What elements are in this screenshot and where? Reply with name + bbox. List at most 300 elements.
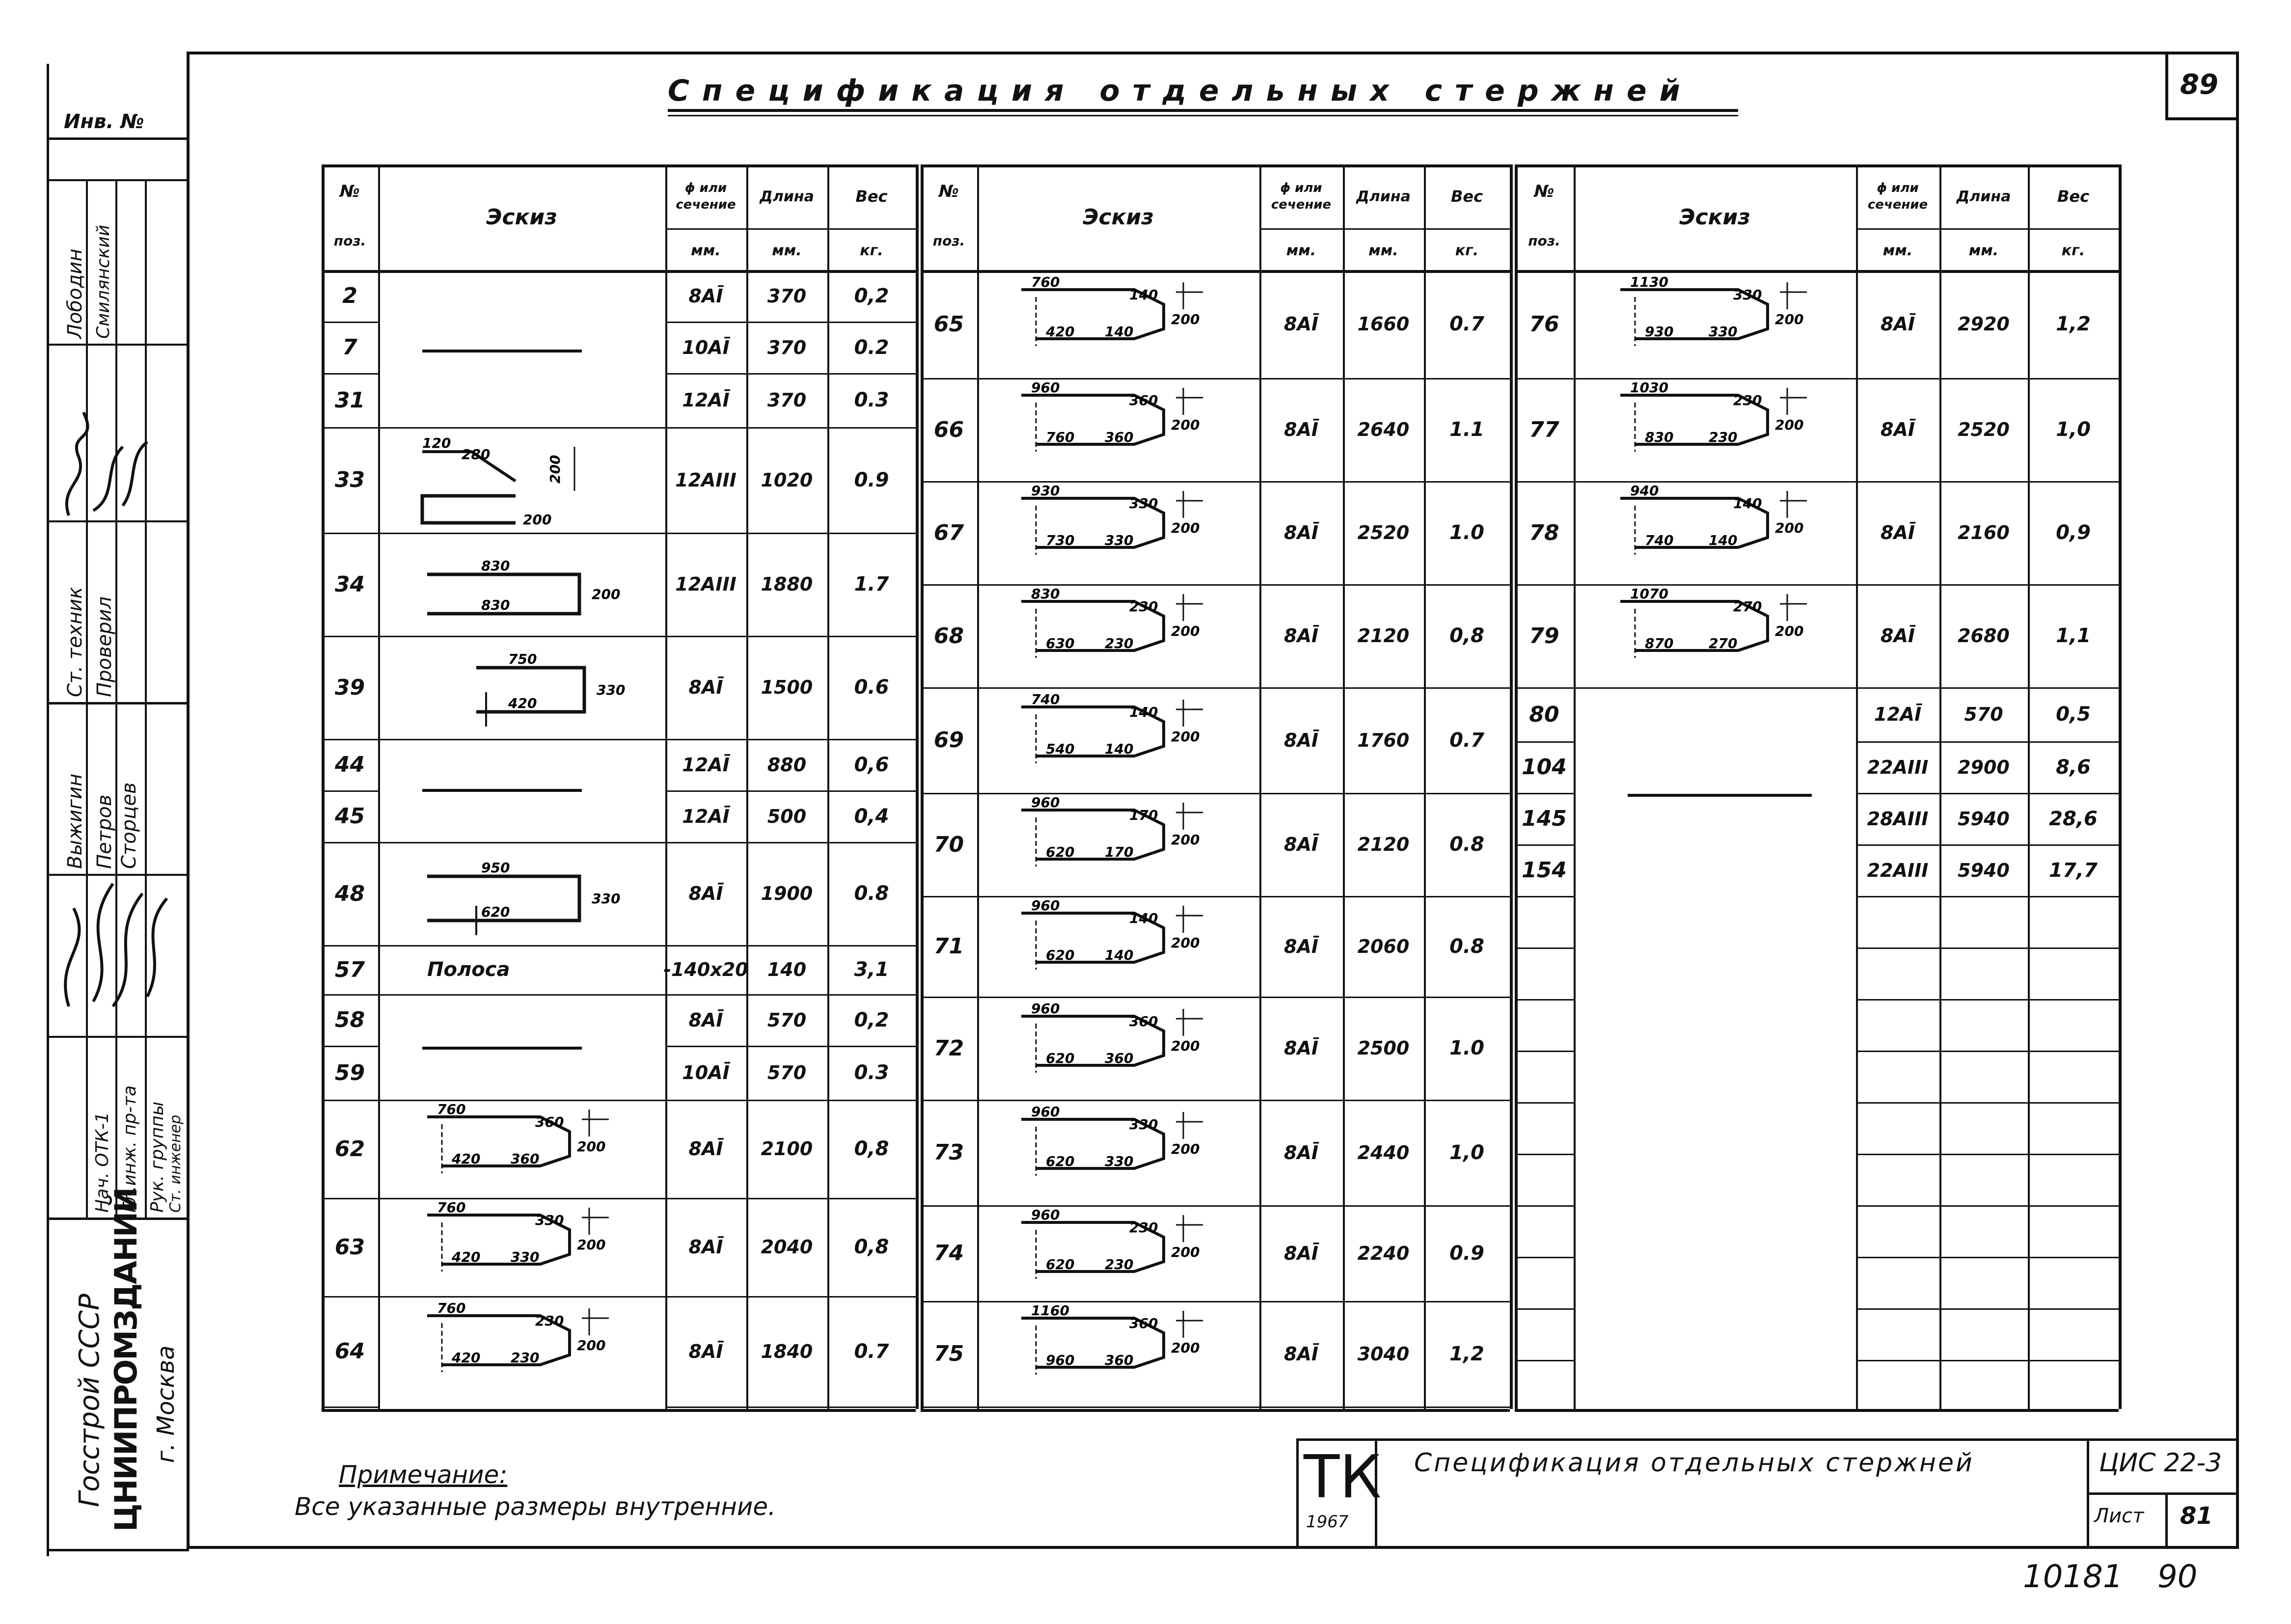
header-length: Длина <box>1956 188 2011 205</box>
row-weight: 1,0 <box>1449 1141 1484 1164</box>
row-position: 65 <box>933 311 964 337</box>
svg-text:200: 200 <box>1775 520 1804 536</box>
svg-text:200: 200 <box>1171 832 1200 848</box>
row-length: 3040 <box>1357 1343 1410 1365</box>
svg-text:760: 760 <box>1031 275 1060 290</box>
table-rule <box>1515 1308 1574 1310</box>
svg-text:830: 830 <box>1031 587 1060 602</box>
row-position: 71 <box>933 934 964 959</box>
header-diameter-unit: мм. <box>1286 242 1316 259</box>
row-diameter: 8AĪ <box>1284 1343 1318 1365</box>
header-length-unit: мм. <box>772 242 802 259</box>
svg-text:760: 760 <box>437 1301 466 1316</box>
row-diameter: 8AĪ <box>1881 313 1915 335</box>
row-length: 2240 <box>1357 1242 1410 1264</box>
svg-text:830: 830 <box>1645 429 1674 445</box>
svg-text:230: 230 <box>1129 598 1158 615</box>
row-weight: 0,9 <box>2056 521 2091 544</box>
role-label: Ст. инженер <box>167 1114 184 1213</box>
svg-text:200: 200 <box>547 455 563 484</box>
svg-text:330: 330 <box>597 682 626 698</box>
row-diameter: 12AĪ <box>682 754 730 776</box>
svg-text:330: 330 <box>1105 532 1134 548</box>
name-label: Сторцев <box>118 782 140 869</box>
row-length: 2120 <box>1357 834 1410 855</box>
row-length: 1900 <box>761 883 813 904</box>
row-position: 75 <box>933 1341 964 1366</box>
svg-text:200: 200 <box>1171 935 1200 951</box>
row-diameter: 8AĪ <box>1284 419 1318 440</box>
row-position: 58 <box>334 1007 365 1032</box>
table-rule <box>921 1407 977 1408</box>
org-name: Госстрой СССР <box>74 1294 106 1507</box>
row-length: 5940 <box>1958 859 2010 881</box>
hook-bar-sketch <box>1615 275 1841 349</box>
svg-text:360: 360 <box>1105 1050 1134 1066</box>
row-diameter: 12AĪ <box>682 805 730 827</box>
row-diameter: 8AĪ <box>1284 935 1318 957</box>
header-sketch: Эскиз <box>486 205 557 230</box>
row-position: 80 <box>1529 702 1559 727</box>
row-diameter: 8AĪ <box>688 677 723 698</box>
row-weight: 0.7 <box>1449 729 1484 752</box>
row-length: 2640 <box>1357 419 1410 440</box>
table-rule <box>1515 1360 1574 1361</box>
hook-bar-sketch <box>1016 484 1237 557</box>
row-diameter: 8AĪ <box>688 1138 723 1160</box>
svg-text:140: 140 <box>1129 704 1158 720</box>
table-rule <box>322 1409 916 1412</box>
header-pos: № <box>340 182 360 201</box>
row-weight: 3,1 <box>854 958 889 981</box>
svg-text:330: 330 <box>511 1249 540 1265</box>
row-length: 2520 <box>1958 419 2010 440</box>
row-length: 2160 <box>1958 522 2010 543</box>
svg-text:360: 360 <box>1129 1013 1158 1029</box>
hook-bar-sketch <box>1016 380 1237 454</box>
sidebar-top-line <box>47 137 189 140</box>
svg-text:930: 930 <box>1645 324 1674 340</box>
row-position: 34 <box>334 571 365 597</box>
row-position: 79 <box>1529 623 1559 649</box>
table-rule <box>2119 164 2122 1409</box>
svg-text:200: 200 <box>523 512 552 528</box>
svg-text:330: 330 <box>535 1212 564 1228</box>
svg-text:230: 230 <box>1733 392 1762 408</box>
row-position: 104 <box>1522 755 1567 780</box>
hook-bar-sketch <box>1016 1001 1237 1075</box>
sidebar-line <box>47 1036 189 1038</box>
svg-text:140: 140 <box>1105 324 1134 340</box>
svg-text:1030: 1030 <box>1630 380 1668 396</box>
row-length: 880 <box>767 754 807 776</box>
svg-text:930: 930 <box>1031 484 1060 499</box>
row-length: 1840 <box>761 1340 813 1362</box>
svg-text:760: 760 <box>437 1102 466 1117</box>
svg-text:960: 960 <box>1046 1352 1075 1368</box>
header-length: Длина <box>1356 188 1411 205</box>
header-weight: Вес <box>855 187 888 206</box>
row-length: 2440 <box>1357 1141 1410 1164</box>
hook-bar-sketch <box>422 1102 643 1176</box>
svg-text:200: 200 <box>592 586 621 602</box>
bent-bar-sketch <box>417 437 594 530</box>
header-diameter: ϕ или сечение <box>1271 181 1332 212</box>
role-label: Ст. техник <box>64 587 86 697</box>
svg-text:360: 360 <box>1105 429 1134 445</box>
svg-text:200: 200 <box>1171 417 1200 433</box>
row-weight: 1.0 <box>1449 1037 1484 1059</box>
svg-text:140: 140 <box>1129 287 1158 303</box>
row-length: 570 <box>767 1009 807 1031</box>
table-rule <box>977 1301 1259 1302</box>
table-rule <box>665 1407 916 1408</box>
row-length: 370 <box>767 336 807 358</box>
svg-text:330: 330 <box>1129 1116 1158 1133</box>
svg-text:760: 760 <box>1046 429 1075 445</box>
row-weight: 0.7 <box>1449 313 1484 335</box>
table-rule <box>1510 164 1513 1409</box>
svg-text:960: 960 <box>1031 1001 1060 1017</box>
hook-bar-sketch <box>1615 484 1841 557</box>
row-diameter: 8AĪ <box>1284 522 1318 543</box>
table-rule <box>977 1100 1259 1101</box>
role-label: Гл.инж. пр-та <box>120 1085 140 1213</box>
svg-text:360: 360 <box>511 1151 540 1167</box>
row-weight: 1.7 <box>854 573 889 595</box>
row-diameter: 8AĪ <box>1284 625 1318 647</box>
straight-bar-sketch <box>420 346 587 356</box>
stamp-code: ЦИС 22-3 <box>2099 1448 2222 1478</box>
row-position: 66 <box>933 417 964 442</box>
hook-bar-sketch <box>1016 275 1237 349</box>
header-length: Длина <box>760 188 814 205</box>
row-diameter: 8AĪ <box>1284 1141 1318 1164</box>
table-rule <box>977 164 979 1409</box>
row-position: 74 <box>933 1241 964 1266</box>
table-rule <box>1856 1360 2119 1361</box>
row-diameter: 8AĪ <box>1881 522 1915 543</box>
header-weight-unit: кг. <box>2061 242 2085 259</box>
row-position: 33 <box>334 467 365 492</box>
table-rule <box>977 1407 1259 1408</box>
svg-text:540: 540 <box>1046 741 1075 757</box>
title-underline-2 <box>668 115 1738 116</box>
header-diameter: ϕ или сечение <box>676 181 736 212</box>
header-diameter: ϕ или сечение <box>1867 181 1928 212</box>
svg-text:620: 620 <box>1046 844 1075 860</box>
row-length: 570 <box>1964 704 2003 725</box>
table-rule <box>378 533 665 534</box>
table-rule <box>1574 378 1856 379</box>
hook-bar-sketch <box>1016 1208 1237 1281</box>
row-length: 1500 <box>761 677 813 698</box>
row-weight: 0,2 <box>854 1008 889 1031</box>
row-diameter: 8AĪ <box>1284 834 1318 855</box>
svg-text:200: 200 <box>577 1138 606 1155</box>
page-number: 89 <box>2180 69 2218 101</box>
svg-text:200: 200 <box>1171 311 1200 327</box>
table-rule <box>977 1205 1259 1207</box>
header-length-unit: мм. <box>1968 242 1999 259</box>
row-weight: 0.8 <box>1449 833 1484 856</box>
svg-text:620: 620 <box>1046 1256 1075 1272</box>
hook-bar-sketch <box>422 1200 643 1274</box>
hook-bar-sketch <box>1016 587 1237 660</box>
header-pos: № <box>1534 182 1555 201</box>
row-position: 72 <box>933 1035 964 1061</box>
svg-text:1160: 1160 <box>1031 1303 1069 1319</box>
table-rule <box>1515 896 1574 897</box>
header-weight: Вес <box>1450 187 1483 206</box>
header-sketch: Эскиз <box>1083 205 1154 230</box>
hook-bar-sketch <box>1615 380 1841 454</box>
table-rule <box>1259 228 1510 230</box>
svg-text:620: 620 <box>1046 1153 1075 1169</box>
svg-text:330: 330 <box>1733 287 1762 303</box>
row-weight: 0,5 <box>2056 703 2091 726</box>
role-label: Рук. группы <box>147 1101 167 1213</box>
table-rule <box>977 584 1259 586</box>
table-rule <box>378 164 380 1409</box>
table-rule <box>977 687 1259 689</box>
u-bar-sketch <box>422 862 648 945</box>
table-rule <box>1515 1409 1574 1410</box>
svg-text:420: 420 <box>452 1350 481 1366</box>
svg-text:200: 200 <box>1171 1141 1200 1157</box>
svg-text:330: 330 <box>592 891 621 907</box>
svg-text:170: 170 <box>1105 844 1134 860</box>
svg-text:230: 230 <box>1105 635 1134 651</box>
table-rule <box>378 842 665 843</box>
sidebar-line <box>47 344 189 346</box>
svg-text:230: 230 <box>1129 1219 1158 1236</box>
row-weight: 0.3 <box>854 1061 889 1084</box>
inv-label: Инв. № <box>64 110 144 133</box>
svg-text:230: 230 <box>511 1350 540 1366</box>
table-rule <box>1515 1102 1574 1104</box>
row-length: 2040 <box>761 1236 813 1258</box>
table-rule <box>378 994 665 996</box>
row-position: 63 <box>334 1234 365 1260</box>
table-rule <box>1856 1205 2119 1207</box>
row-weight: 1,2 <box>2056 313 2091 335</box>
table-rule <box>977 997 1259 998</box>
svg-text:200: 200 <box>1171 623 1200 639</box>
row-weight: 0,8 <box>854 1236 889 1258</box>
svg-text:200: 200 <box>1775 417 1804 433</box>
row-length: 2500 <box>1357 1037 1410 1059</box>
svg-text:360: 360 <box>1105 1352 1134 1368</box>
svg-text:270: 270 <box>1709 635 1738 651</box>
row-position: 62 <box>334 1136 365 1162</box>
svg-text:140: 140 <box>1105 947 1134 963</box>
row-length: 2900 <box>1958 756 2010 778</box>
row-length: 1760 <box>1357 729 1410 751</box>
svg-text:200: 200 <box>1171 729 1200 745</box>
svg-text:140: 140 <box>1129 910 1158 926</box>
row-weight: 0.6 <box>854 676 889 699</box>
hook-bar-sketch <box>1016 795 1237 869</box>
hook-bar-sketch <box>1016 692 1237 766</box>
svg-text:620: 620 <box>1046 1050 1075 1066</box>
row-weight: 0.3 <box>854 389 889 411</box>
name-label: Петров <box>93 794 116 869</box>
row-diameter: 28AIII <box>1867 808 1929 830</box>
note-text: Все указанные размеры внутренние. <box>295 1492 776 1521</box>
svg-text:830: 830 <box>481 597 510 613</box>
name-label: Лободин <box>64 248 86 339</box>
row-length: 5940 <box>1958 808 2010 830</box>
svg-text:940: 940 <box>1630 484 1659 499</box>
name-label: Выжигин <box>64 773 86 869</box>
header-length-unit: мм. <box>1368 242 1398 259</box>
stamp-year: 1967 <box>1306 1512 1349 1532</box>
row-diameter: 8AĪ <box>1284 313 1318 335</box>
row-weight: 0,6 <box>854 753 889 776</box>
signatures <box>49 368 187 1031</box>
row-position: 76 <box>1529 311 1559 337</box>
svg-text:140: 140 <box>1709 532 1738 548</box>
table-rule <box>977 481 1259 483</box>
svg-text:870: 870 <box>1645 635 1674 651</box>
table-rule <box>1856 1102 2119 1104</box>
row-diameter: 10AĪ <box>682 336 730 358</box>
table-rule <box>665 228 916 230</box>
svg-text:200: 200 <box>1171 1340 1200 1356</box>
role-label: Нач. ОТК-1 <box>92 1111 112 1213</box>
header-pos: поз. <box>1528 232 1560 249</box>
svg-text:1070: 1070 <box>1630 587 1668 602</box>
stamp-tk: ТК <box>1304 1443 1382 1512</box>
svg-text:140: 140 <box>1733 495 1762 512</box>
svg-text:360: 360 <box>1129 1315 1158 1331</box>
row-diameter: -140x20 <box>663 959 748 980</box>
row-weight: 0,4 <box>854 805 889 828</box>
stamp-divider <box>2165 1492 2168 1549</box>
row-position: 7 <box>342 335 357 360</box>
svg-text:360: 360 <box>535 1114 564 1130</box>
row-length: 2120 <box>1357 625 1410 647</box>
svg-text:960: 960 <box>1031 1208 1060 1223</box>
row-weight: 1,1 <box>2056 624 2091 647</box>
table-rule <box>1856 1409 2119 1410</box>
straight-bar-sketch <box>420 1043 587 1053</box>
row-length: 1020 <box>761 469 813 491</box>
header-weight: Вес <box>2057 187 2090 206</box>
svg-text:280: 280 <box>462 446 491 462</box>
row-weight: 0.9 <box>854 468 889 491</box>
row-weight: 0.8 <box>1449 935 1484 958</box>
row-weight: 0,8 <box>854 1137 889 1160</box>
u-bar-sketch <box>471 653 653 736</box>
hook-bar-sketch <box>1016 898 1237 972</box>
svg-text:420: 420 <box>452 1249 481 1265</box>
row-weight: 0.7 <box>854 1340 889 1363</box>
table-rule <box>1515 1257 1574 1258</box>
footer-numbers: 10181 90 <box>2023 1559 2198 1595</box>
straight-bar-sketch <box>1625 790 1817 800</box>
row-diameter: 12AIII <box>675 573 736 595</box>
svg-text:330: 330 <box>1105 1153 1134 1169</box>
svg-text:360: 360 <box>1129 392 1158 408</box>
svg-text:960: 960 <box>1031 795 1060 811</box>
header-pos: поз. <box>333 232 366 249</box>
row-position: 77 <box>1529 417 1559 442</box>
table-rule <box>916 164 919 1409</box>
svg-text:740: 740 <box>1031 692 1060 707</box>
row-position: 69 <box>933 728 964 753</box>
svg-text:200: 200 <box>577 1337 606 1353</box>
table-rule <box>1856 1257 2119 1258</box>
stamp-sheet-number: 81 <box>2180 1502 2213 1530</box>
svg-text:230: 230 <box>1105 1256 1134 1272</box>
row-length: 2060 <box>1357 935 1410 957</box>
svg-text:960: 960 <box>1031 1105 1060 1120</box>
svg-text:420: 420 <box>452 1151 481 1167</box>
row-length: 140 <box>767 959 807 980</box>
table-rule <box>1574 481 1856 483</box>
svg-text:200: 200 <box>577 1237 606 1253</box>
row-diameter: 8AĪ <box>1284 1242 1318 1264</box>
row-weight: 0,2 <box>854 284 889 307</box>
role-label: Проверил <box>93 596 116 697</box>
header-weight-unit: кг. <box>860 242 883 259</box>
table-rule <box>1856 1154 2119 1155</box>
stamp-divider <box>2087 1492 2239 1495</box>
row-position: 48 <box>334 881 365 906</box>
row-position: 2 <box>342 283 357 308</box>
row-length: 2100 <box>761 1138 813 1160</box>
header-diameter-unit: мм. <box>691 242 721 259</box>
svg-text:200: 200 <box>1775 623 1804 639</box>
svg-text:1130: 1130 <box>1630 275 1668 290</box>
svg-text:270: 270 <box>1733 598 1762 615</box>
row-diameter: 8AĪ <box>1284 729 1318 751</box>
table-rule <box>1515 1154 1574 1155</box>
table-rule <box>1515 947 1574 949</box>
row-diameter: 12AĪ <box>1874 704 1922 725</box>
svg-text:330: 330 <box>1129 495 1158 512</box>
table-rule <box>322 1407 378 1408</box>
row-length: 570 <box>767 1062 807 1083</box>
row-weight: 0.2 <box>854 336 889 359</box>
svg-text:420: 420 <box>508 695 537 711</box>
row-diameter: 8AĪ <box>1284 1037 1318 1059</box>
org-city: г. Москва <box>152 1345 180 1463</box>
table-rule <box>378 1296 665 1298</box>
hook-bar-sketch <box>1615 587 1841 660</box>
row-weight: 0.9 <box>1449 1242 1484 1265</box>
page-title: Спецификация отдельных стержней <box>668 74 1693 108</box>
note-title: Примечание: <box>339 1461 508 1489</box>
svg-text:200: 200 <box>1171 520 1200 536</box>
row-length: 2680 <box>1958 625 2010 647</box>
row-position: 70 <box>933 832 964 857</box>
name-label: Смилянский <box>93 224 113 339</box>
table-rule <box>1574 164 1576 1409</box>
header-weight-unit: кг. <box>1455 242 1479 259</box>
table-rule <box>1856 228 2119 230</box>
svg-text:730: 730 <box>1046 532 1075 548</box>
svg-text:960: 960 <box>1031 380 1060 396</box>
row-weight: 0.8 <box>854 882 889 905</box>
table-rule <box>1515 999 1574 1001</box>
row-diameter: 8AĪ <box>688 1340 723 1362</box>
row-diameter: 22AIII <box>1867 756 1929 778</box>
stamp-title: Спецификация отдельных стержней <box>1414 1448 1974 1478</box>
svg-text:960: 960 <box>1031 898 1060 914</box>
